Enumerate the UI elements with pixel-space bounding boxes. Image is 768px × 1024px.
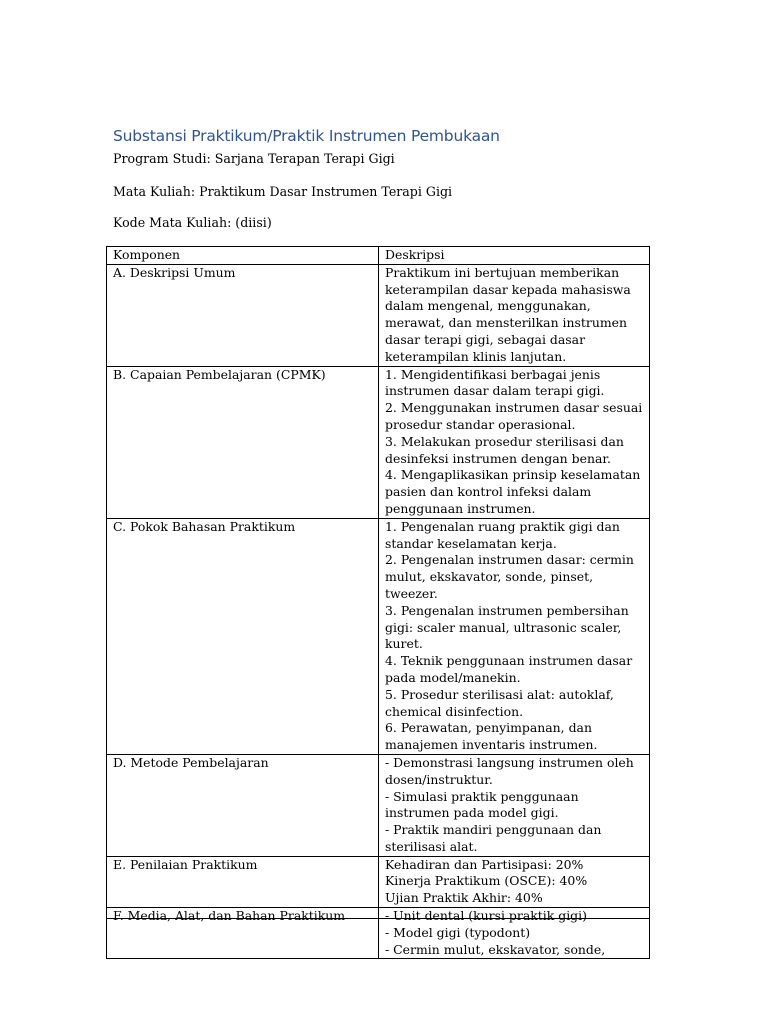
row-f-komponen: F. Media, Alat, dan Bahan Praktikum [107, 908, 379, 959]
row-c-deskripsi: 1. Pengenalan ruang praktik gigi dan standar keselamatan kerja. 2. Pengenalan instrumen dasar: cermin mulut, ekskavator, sonde, pinset, tweezer. 3. Pengenalan instrumen pembersihan gigi: scaler manual, ultrasonic scaler, kuret. 4. Teknik penggunaan instrumen dasar pada model/manekin. 5. Prosedur sterilisasi alat: autoklaf, chemical disinfection. 6. Perawatan, penyimpanan, dan manajemen inventaris instrumen. [379, 518, 650, 754]
table-header-row [107, 247, 650, 265]
mata-kuliah-line: Mata Kuliah: Praktikum Dasar Instrumen Terapi Gigi [113, 184, 453, 199]
table-row [107, 518, 650, 754]
document-title: Substansi Praktikum/Praktik Instrumen Pembukaan [113, 127, 500, 145]
row-a-deskripsi: Praktikum ini bertujuan memberikan keterampilan dasar kepada mahasiswa dalam mengenal, menggunakan, merawat, dan mensterilkan instrumen dasar terapi gigi, sebagai dasar keterampilan klinis lanjutan. [379, 264, 650, 366]
table-row [107, 264, 650, 366]
row-d-deskripsi: - Demonstrasi langsung instrumen oleh dosen/instruktur. - Simulasi praktik penggunaan instrumen pada model gigi. - Praktik mandiri penggunaan dan sterilisasi alat. [379, 754, 650, 856]
table-row [107, 366, 650, 518]
row-b-komponen: B. Capaian Pembelajaran (CPMK) [107, 366, 379, 518]
row-e-deskripsi: Kehadiran dan Partisipasi: 20% Kinerja Praktikum (OSCE): 40% Ujian Praktik Akhir: 40% [379, 856, 650, 907]
row-a-komponen: A. Deskripsi Umum [107, 264, 379, 366]
table-row [107, 908, 650, 959]
row-b-deskripsi: 1. Mengidentifikasi berbagai jenis instrumen dasar dalam terapi gigi. 2. Menggunakan instrumen dasar sesuai prosedur standar operasional. 3. Melakukan prosedur sterilisasi dan desinfeksi instrumen dengan benar. 4. Mengaplikasikan prinsip keselamatan pasien dan kontrol infeksi dalam penggunaan instrumen. [379, 366, 650, 518]
row-d-komponen: D. Metode Pembelajaran [107, 754, 379, 856]
substansi-table-container [106, 246, 649, 957]
program-studi-line: Program Studi: Sarjana Terapan Terapi Gigi [113, 151, 395, 166]
row-c-komponen: C. Pokok Bahasan Praktikum [107, 518, 379, 754]
header-komponen: Komponen [107, 247, 379, 265]
table-row [107, 754, 650, 856]
substansi-table [106, 246, 650, 959]
row-e-komponen: E. Penilaian Praktikum [107, 856, 379, 907]
table-row [107, 856, 650, 907]
row-f-deskripsi: - Unit dental (kursi praktik gigi) - Model gigi (typodont) - Cermin mulut, ekskavator, sonde, [379, 908, 650, 959]
kode-mata-kuliah-line: Kode Mata Kuliah: (diisi) [113, 215, 272, 230]
header-deskripsi: Deskripsi [379, 247, 650, 265]
